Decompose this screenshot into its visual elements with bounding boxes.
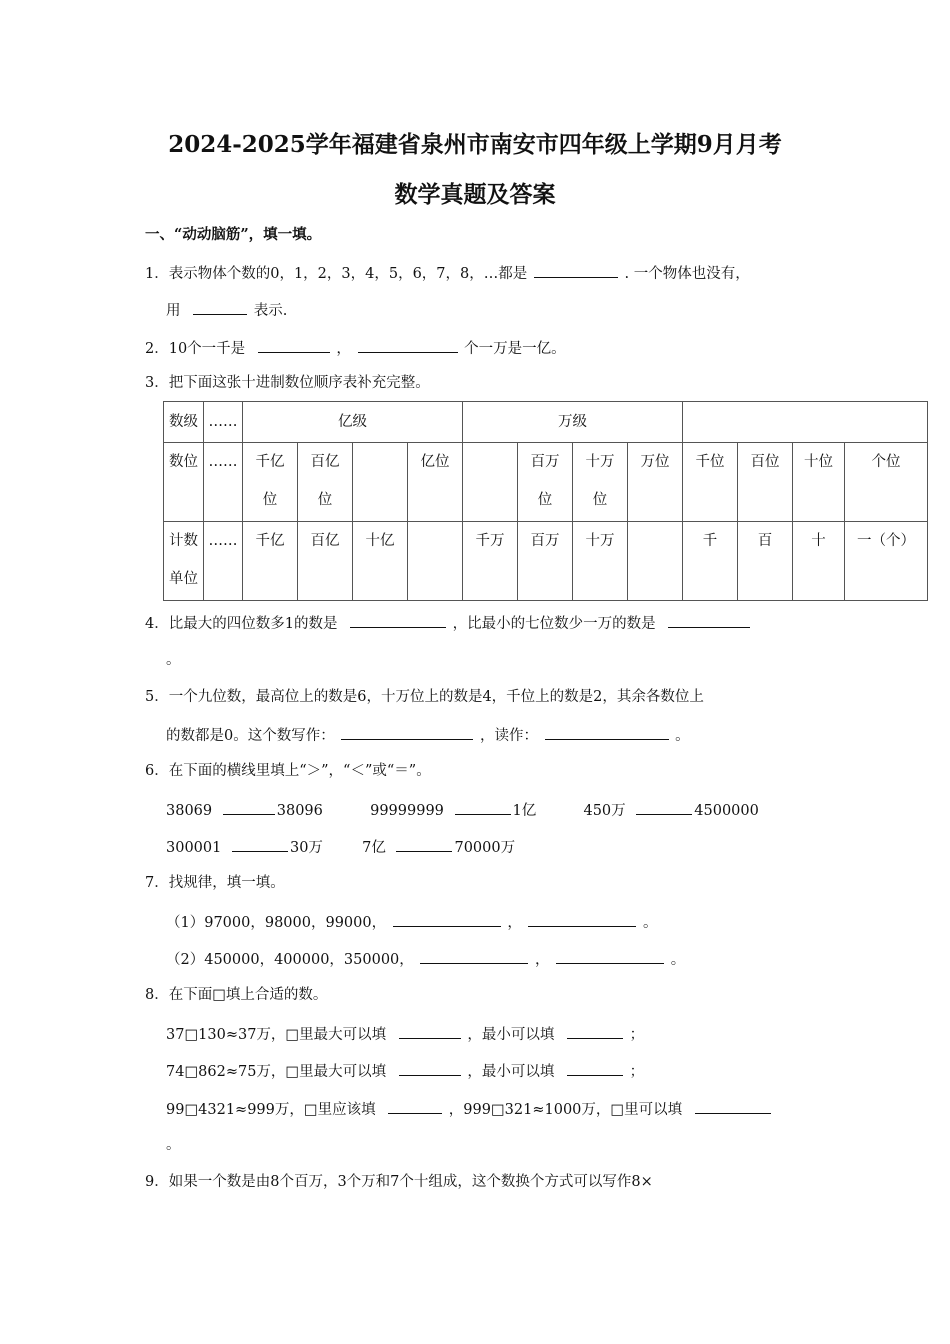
- table-cell: 百位: [738, 443, 793, 522]
- question-8-line-3: [166, 1098, 773, 1120]
- table-cell: ……: [204, 522, 243, 601]
- q6-blank[interactable]: [455, 799, 511, 815]
- title-line-1: 2024-2025学年福建省泉州市南安市四年级上学期9月月考: [168, 131, 782, 158]
- q8-blank[interactable]: [567, 1023, 623, 1039]
- q6-blank[interactable]: [223, 799, 275, 815]
- q5-blank-1[interactable]: [341, 724, 473, 740]
- table-cell: 十万: [573, 522, 628, 601]
- q7-text: （2）450000，400000，350000，: [166, 952, 414, 968]
- q4-text-b: ，比最小的七位数少一万的数是: [452, 616, 656, 632]
- question-8-end: 。: [166, 1137, 181, 1153]
- question-9: 9．如果一个数是由8个百万，3个万和7个十组成，这个数换个方式可以写作8×: [145, 1174, 653, 1190]
- table-cell: ……: [204, 402, 243, 443]
- table-cell: 十万 位: [573, 443, 628, 522]
- q8-text: ，最小可以填: [467, 1027, 555, 1043]
- q5-text-d: 。: [675, 728, 690, 744]
- table-cell: ……: [204, 443, 243, 522]
- question-2: [145, 337, 566, 359]
- q1-blank-2[interactable]: [193, 299, 247, 315]
- table-cell: 亿位: [408, 443, 463, 522]
- table-cell-blank[interactable]: [353, 443, 408, 522]
- question-6-row-1: [166, 799, 759, 821]
- table-cell: 千: [683, 522, 738, 601]
- q7-blank[interactable]: [528, 911, 636, 927]
- question-8: 8．在下面□填上合适的数。: [145, 987, 328, 1003]
- q7-blank[interactable]: [393, 911, 501, 927]
- q4-blank-1[interactable]: [350, 612, 446, 628]
- q4-text-a: 4．比最大的四位数多1的数是: [145, 616, 338, 632]
- q5-text-c: ，读作：: [479, 728, 538, 744]
- q2-blank-2[interactable]: [358, 337, 458, 353]
- table-cell: 百万 位: [518, 443, 573, 522]
- q8-semi: ；: [629, 1064, 645, 1080]
- q7-end: 。: [670, 952, 686, 968]
- q1-text-d: 表示.: [253, 303, 288, 319]
- q8-text: ，最小可以填: [467, 1064, 555, 1080]
- q6-value: 99999999: [370, 803, 444, 819]
- table-row: [164, 443, 928, 522]
- question-4-line-2: 。: [166, 652, 181, 668]
- q8-semi: ；: [629, 1027, 645, 1043]
- table-cell: 亿级: [243, 402, 463, 443]
- q7-sep: ，: [507, 915, 522, 931]
- table-cell-blank[interactable]: [408, 522, 463, 601]
- q6-blank[interactable]: [396, 836, 452, 852]
- question-8-line-2: [166, 1060, 644, 1082]
- question-7-part-2: [166, 948, 685, 970]
- question-4-line-1: [145, 612, 752, 634]
- table-cell: 千亿: [243, 522, 298, 601]
- q6-value: 450万: [583, 803, 626, 819]
- question-1-line-2: [166, 299, 287, 321]
- q5-text-b: 的数都是0。这个数写作：: [166, 728, 335, 744]
- table-cell-blank[interactable]: [683, 402, 928, 443]
- q8-blank[interactable]: [399, 1023, 461, 1039]
- table-cell: 十亿: [353, 522, 408, 601]
- table-cell: 数级: [164, 402, 204, 443]
- question-6-row-2: [166, 836, 515, 858]
- q1-text-c: 用: [166, 303, 181, 319]
- q1-text-a: 1．表示物体个数的0，1，2，3，4，5，6，7，8，…都是: [145, 266, 528, 282]
- q8-text: 37□130≈37万，□里最大可以填: [166, 1027, 387, 1043]
- q4-blank-2[interactable]: [668, 612, 750, 628]
- q2-text-a: 2．10个一千是: [145, 341, 246, 357]
- q8-blank[interactable]: [695, 1098, 771, 1114]
- q6-value: 30万: [289, 840, 323, 856]
- place-value-table: [163, 401, 928, 601]
- table-row: [164, 402, 928, 443]
- table-cell: 计数 单位: [164, 522, 204, 601]
- q2-text-b: ，: [336, 341, 351, 357]
- q8-blank[interactable]: [567, 1060, 623, 1076]
- question-6: 6．在下面的横线里填上“＞”，“＜”或“＝”。: [145, 763, 431, 779]
- table-cell: 个位: [845, 443, 928, 522]
- q1-text-b: . 一个物体也没有，: [624, 266, 750, 282]
- q8-text: 74□862≈75万，□里最大可以填: [166, 1064, 387, 1080]
- q2-blank-1[interactable]: [258, 337, 330, 353]
- question-3: 3．把下面这张十进制数位顺序表补充完整。: [145, 375, 430, 391]
- q7-text: （1）97000，98000，99000，: [166, 915, 387, 931]
- q6-value: 300001: [166, 840, 222, 856]
- question-5-line-2: [166, 724, 690, 746]
- section-heading: 一、“动动脑筋”，填一填。: [145, 226, 322, 243]
- q8-text: ，999□321≈1000万，□里可以填: [448, 1102, 683, 1118]
- q6-value: 38096: [276, 803, 323, 819]
- table-cell: 百万: [518, 522, 573, 601]
- question-5-line-1: 5．一个九位数，最高位上的数是6，十万位上的数是4，千位上的数是2，其余各数位上: [145, 689, 704, 705]
- table-cell: 千万: [463, 522, 518, 601]
- q7-blank[interactable]: [420, 948, 528, 964]
- table-cell: 百: [738, 522, 793, 601]
- title-line-2: 数学真题及答案: [394, 181, 556, 208]
- q6-value: 4500000: [694, 803, 759, 819]
- q6-value: 1亿: [512, 803, 537, 819]
- table-cell: 百亿 位: [298, 443, 353, 522]
- question-7: 7．找规律，填一填。: [145, 875, 285, 891]
- table-row: [164, 522, 928, 601]
- q7-sep: ，: [535, 952, 550, 968]
- table-cell: 十位: [793, 443, 845, 522]
- q2-text-c: 个一万是一亿。: [464, 341, 566, 357]
- table-cell: 十: [793, 522, 845, 601]
- table-cell: 一（个）: [845, 522, 928, 601]
- q6-value: 38069: [166, 803, 213, 819]
- table-cell: 万位: [628, 443, 683, 522]
- q8-blank[interactable]: [399, 1060, 461, 1076]
- q5-blank-2[interactable]: [545, 724, 669, 740]
- q6-blank[interactable]: [636, 799, 692, 815]
- q7-blank[interactable]: [556, 948, 664, 964]
- question-1-line-1: [145, 262, 750, 284]
- table-cell-blank[interactable]: [463, 443, 518, 522]
- table-cell: 千位: [683, 443, 738, 522]
- q6-value: 70000万: [454, 840, 516, 856]
- table-cell: 千亿 位: [243, 443, 298, 522]
- q7-end: 。: [643, 915, 658, 931]
- table-cell-blank[interactable]: [628, 522, 683, 601]
- table-cell[interactable]: 万级: [463, 402, 683, 443]
- q1-blank-1[interactable]: [534, 262, 618, 278]
- question-8-line-1: [166, 1023, 644, 1045]
- q8-text: 99□4321≈999万，□里应该填: [166, 1102, 376, 1118]
- question-7-part-1: [166, 911, 658, 933]
- q6-value: 7亿: [362, 840, 386, 856]
- q6-blank[interactable]: [232, 836, 288, 852]
- q8-blank[interactable]: [388, 1098, 442, 1114]
- table-cell: 百亿: [298, 522, 353, 601]
- table-cell: 数位: [164, 443, 204, 522]
